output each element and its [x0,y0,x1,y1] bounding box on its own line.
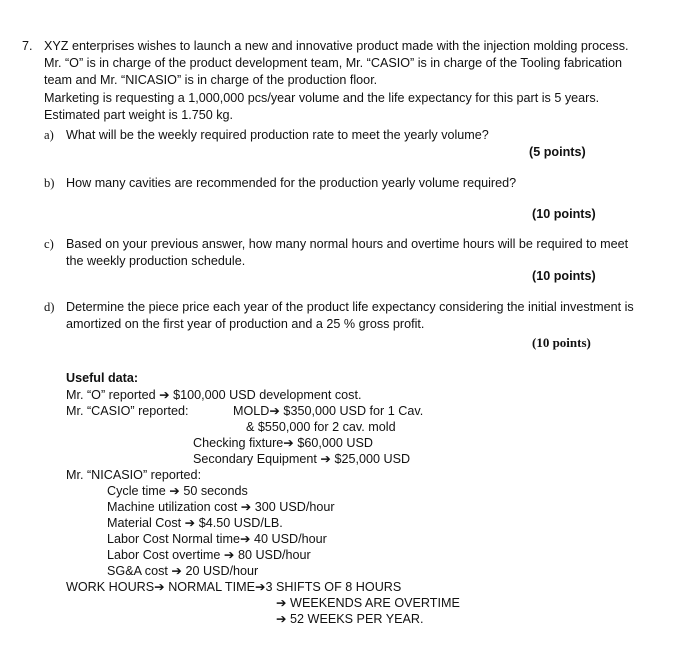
work-hours: WORK HOURS➔ NORMAL TIME➔3 SHIFTS OF 8 HOURS [66,580,402,594]
casio-item: & $550,000 for 2 cav. mold [246,420,396,434]
casio-item: Checking fixture➔ $60,000 USD [193,436,373,450]
o-reported: Mr. “O” reported ➔ $100,000 USD development cost. [66,388,362,402]
nicasio-item: Machine utilization cost ➔ 300 USD/hour [107,500,335,514]
part-text: amortized on the first year of production and a 25 % gross profit. [66,317,425,331]
part-label: d) [44,300,55,314]
part-text: How many cavities are recommended for the production yearly volume required? [66,176,517,190]
question-number: 7. [22,39,33,53]
part-points: (10 points) [532,269,596,283]
part-label: b) [44,176,55,190]
part-text: Determine the piece price each year of the product life expectancy considering the initial investment is [66,300,634,314]
nicasio-item: Labor Cost Normal time➔ 40 USD/hour [107,532,327,546]
casio-item: Secondary Equipment ➔ $25,000 USD [193,452,411,466]
part-text: Based on your previous answer, how many normal hours and overtime hours will be required to meet [66,237,629,251]
part-points: (10 points) [532,207,596,221]
casio-item: MOLD➔ $350,000 USD for 1 Cav. [233,404,424,418]
intro-line: team and Mr. “NICASIO” is in charge of the production floor. [44,73,378,87]
part-text: the weekly production schedule. [66,254,246,268]
part-label: c) [44,237,54,251]
intro-line: Marketing is requesting a 1,000,000 pcs/year volume and the life expectancy for this part is 5 years. [44,91,600,105]
useful-data-heading: Useful data: [66,371,139,385]
nicasio-item: Material Cost ➔ $4.50 USD/LB. [107,516,283,530]
part-label: a) [44,128,54,142]
intro-line: XYZ enterprises wishes to launch a new and innovative product made with the injection molding process. [44,39,629,53]
nicasio-item: SG&A cost ➔ 20 USD/hour [107,564,259,578]
part-text: What will be the weekly required production rate to meet the yearly volume? [66,128,489,142]
nicasio-label: Mr. “NICASIO” reported: [66,468,202,482]
casio-label: Mr. “CASIO” reported: [66,404,189,418]
nicasio-item: Cycle time ➔ 50 seconds [107,484,248,498]
nicasio-item: Labor Cost overtime ➔ 80 USD/hour [107,548,311,562]
work-note: ➔ 52 WEEKS PER YEAR. [276,612,424,626]
intro-line: Estimated part weight is 1.750 kg. [44,108,234,122]
part-points: (5 points) [529,145,586,159]
part-points: (10 points) [532,335,591,350]
intro-line: Mr. “O” is in charge of the product development team, Mr. “CASIO” is in charge of the Tooling fabrication [44,56,622,70]
work-note: ➔ WEEKENDS ARE OVERTIME [276,596,460,610]
